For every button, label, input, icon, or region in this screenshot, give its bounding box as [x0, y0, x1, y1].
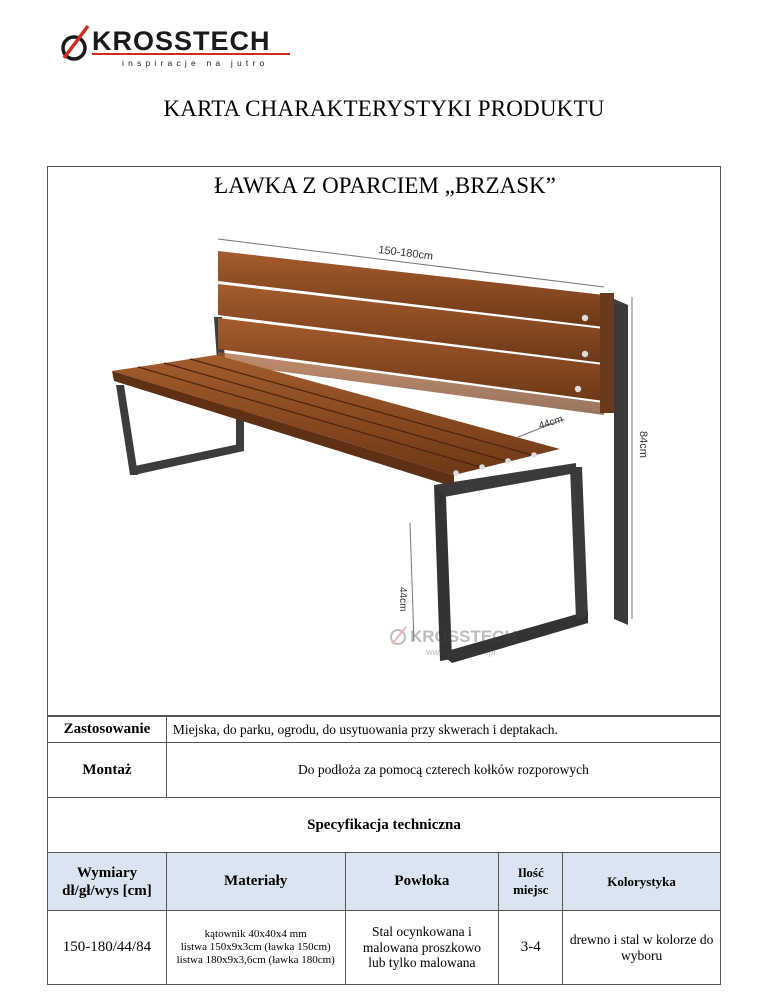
watermark-brand: KROSSTECH: [410, 627, 517, 646]
cell-powloka: Stal ocynkowana i malowana proszkowo lub tylko malowana: [345, 911, 499, 985]
header-powloka: Powłoka: [345, 853, 499, 911]
cell-wymiary: 150-180/44/84: [48, 911, 167, 985]
cell-ilosc: 3-4: [499, 911, 563, 985]
zastosowanie-row: [48, 717, 721, 743]
logo-brand-text: KROSSTECH: [92, 26, 271, 56]
watermark-url: www.krosstech.pl: [426, 647, 496, 657]
dim-length-label: 150-180cm: [377, 244, 434, 263]
spec-data-row: [48, 911, 721, 985]
dim-seat-height-label: 44cm: [397, 587, 408, 612]
bench-illustration: [48, 167, 720, 715]
montaz-row: [48, 743, 721, 798]
material-line-2: listwa 150x9x3cm (ławka 150cm): [180, 940, 331, 953]
header-kolorystyka: Kolorystyka: [563, 853, 721, 911]
product-name: ŁAWKA Z OPARCIEM „BRZASK”: [214, 173, 556, 198]
cell-kolorystyka: drewno i stal w kolorze do wyboru: [563, 911, 721, 985]
product-spec-table: [47, 716, 721, 985]
product-image-frame: [47, 166, 721, 716]
spec-title: Specyfikacja techniczna: [48, 798, 721, 853]
montaz-label: Montaż: [48, 743, 167, 798]
company-logo: [58, 22, 298, 70]
document-title: KARTA CHARAKTERYSTYKI PRODUKTU: [163, 96, 605, 121]
material-line-1: kątownik 40x40x4 mm: [204, 927, 307, 940]
zastosowanie-value: Miejska, do parku, ogrodu, do usytuowania przy skwerach i deptakach.: [166, 717, 720, 743]
cell-materialy: [166, 911, 345, 985]
dim-height-label: 84cm: [637, 431, 649, 458]
logo-tagline: inspiracje na jutro: [122, 58, 269, 68]
spec-header-row: [48, 853, 721, 911]
header-materialy: Materiały: [166, 853, 345, 911]
material-line-3: listwa 180x9x3,6cm (ławka 180cm): [176, 954, 335, 967]
header-wymiary: Wymiary dł/gł/wys [cm]: [48, 853, 167, 911]
zastosowanie-label: Zastosowanie: [48, 717, 167, 743]
montaz-value: Do podłoża za pomocą czterech kołków rozporowych: [166, 743, 720, 798]
spec-title-row: [48, 798, 721, 853]
header-ilosc: Ilość miejsc: [499, 853, 563, 911]
watermark-logo: [391, 627, 517, 657]
dim-depth-label: 44cm: [537, 413, 565, 432]
